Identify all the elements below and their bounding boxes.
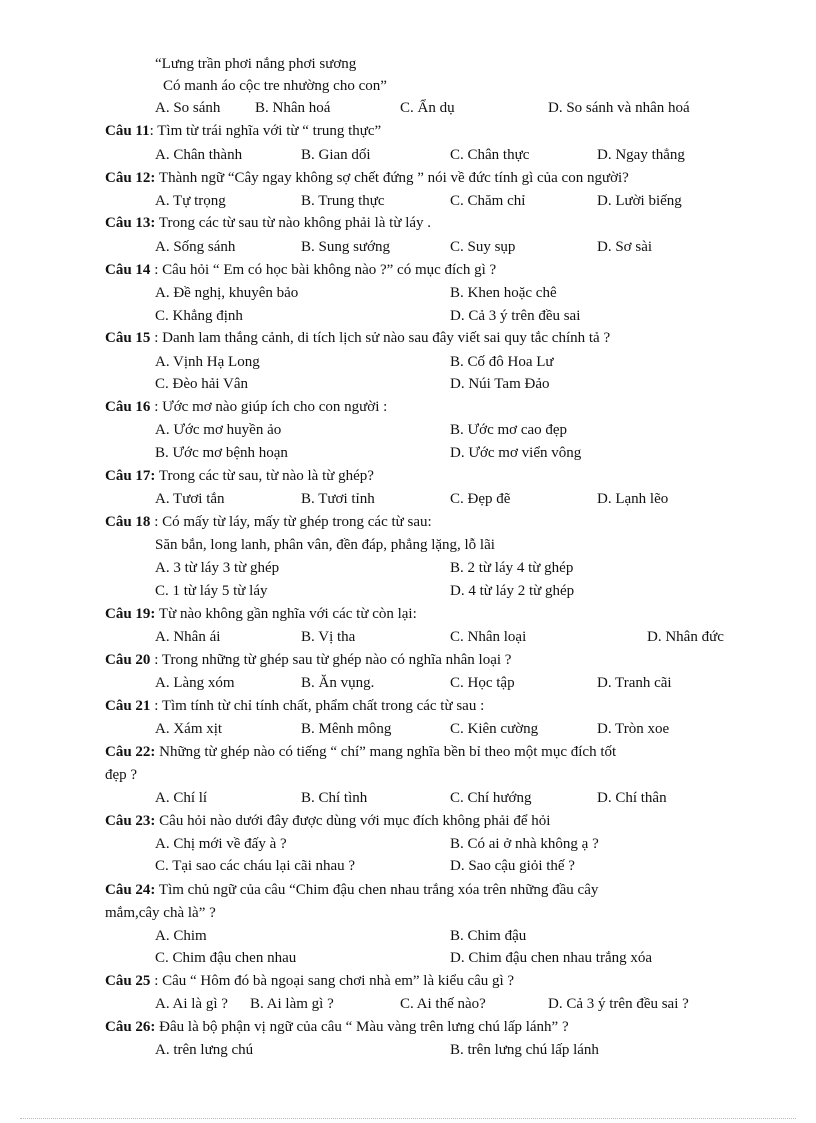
option-b: B. Chim đậu xyxy=(450,928,527,944)
option-a: A. Ước mơ huyền ảo xyxy=(155,422,282,438)
question-text: : Tìm tính từ chỉ tính chất, phẩm chất trong các từ sau : xyxy=(150,698,485,714)
option-c: C. Đèo hải Vân xyxy=(155,376,249,392)
option-a: A. Chị mới về đấy à ? xyxy=(155,836,287,852)
question-text: : Tìm từ trái nghĩa với từ “ trung thực” xyxy=(149,123,382,139)
question-16 xyxy=(105,398,387,416)
option-a: A. Tự trọng xyxy=(155,193,226,209)
option-c: C. Chim đậu chen nhau xyxy=(155,950,297,966)
option-a: A. Xám xịt xyxy=(155,721,223,737)
question-20 xyxy=(105,651,511,669)
option-d: D. Cả 3 ý trên đều sai xyxy=(450,308,581,324)
option-b: B. Vị tha xyxy=(301,629,356,645)
option-a: A. 3 từ láy 3 từ ghép xyxy=(155,560,280,576)
option-a: A. Nhân ái xyxy=(155,629,221,645)
option-a: A. Tươi tắn xyxy=(155,491,225,507)
question-label: Câu 23: xyxy=(105,813,156,829)
option-b: B. Sung sướng xyxy=(301,239,390,255)
question-text: Tìm chủ ngữ của câu “Chim đậu chen nhau trắng xóa trên những đầu cây xyxy=(155,882,599,898)
option-b: B. Nhân hoá xyxy=(255,100,331,116)
option-c: C. Đẹp đẽ xyxy=(450,491,511,507)
question-text: : Danh lam thắng cảnh, di tích lịch sử nào sau đây viết sai quy tắc chính tả ? xyxy=(150,330,611,346)
option-b: B. trên lưng chú lấp lánh xyxy=(450,1042,599,1058)
question-text: Từ nào không gần nghĩa với các từ còn lại: xyxy=(155,606,417,622)
option-c: C. Suy sụp xyxy=(450,239,516,255)
question-12 xyxy=(105,169,629,187)
option-c: C. Ai thế nào? xyxy=(400,996,486,1012)
option-d: D. Núi Tam Đảo xyxy=(450,376,550,392)
question-22 xyxy=(105,743,616,761)
question-11 xyxy=(105,122,381,140)
option-d: D. Lười biếng xyxy=(597,193,682,209)
option-a: A. Chim xyxy=(155,928,207,944)
question-label: Câu 15 xyxy=(105,330,151,346)
option-d: D. Ngay thẳng xyxy=(597,147,685,163)
question-14 xyxy=(105,261,496,279)
option-d: D. Sao cậu giỏi thế ? xyxy=(450,858,575,874)
question-25 xyxy=(105,972,514,990)
option-d: D. Tròn xoe xyxy=(597,721,670,737)
option-d: D. Lạnh lẽo xyxy=(597,491,669,507)
option-c: C. Kiên cường xyxy=(450,721,539,737)
option-c: C. Chân thực xyxy=(450,147,530,163)
option-a: A. Vịnh Hạ Long xyxy=(155,354,260,370)
option-a: A. Làng xóm xyxy=(155,675,235,691)
question-18-words: Săn bắn, long lanh, phân vân, đền đáp, phẳng lặng, lỗ lãi xyxy=(155,537,495,553)
option-b: B. Trung thực xyxy=(301,193,385,209)
question-text: : Câu hỏi “ Em có học bài không nào ?” có mục đích gì ? xyxy=(150,262,497,278)
option-b: B. Chí tình xyxy=(301,790,368,806)
option-b: B. Cố đô Hoa Lư xyxy=(450,354,554,370)
option-d: D. 4 từ láy 2 từ ghép xyxy=(450,583,575,599)
option-c: C. Chí hướng xyxy=(450,790,532,806)
question-text: Câu hỏi nào dưới đây được dùng với mục đích không phải để hỏi xyxy=(155,813,551,829)
question-18 xyxy=(105,513,432,531)
option-c: C. Tại sao các cháu lại cãi nhau ? xyxy=(155,858,356,874)
question-label: Câu 21 xyxy=(105,698,151,714)
question-label: Câu 13: xyxy=(105,215,156,231)
question-15 xyxy=(105,329,610,347)
option-d: D. So sánh và nhân hoá xyxy=(548,100,690,116)
page-bottom-rule xyxy=(20,1118,796,1119)
option-b: B. Ước mơ cao đẹp xyxy=(450,422,568,438)
option-b: B. Ai làm gì ? xyxy=(250,996,334,1012)
question-text: Trong các từ sau từ nào không phải là từ láy . xyxy=(155,215,432,231)
option-c: C. Nhân loại xyxy=(450,629,527,645)
question-text: Trong các từ sau, từ nào là từ ghép? xyxy=(155,468,374,484)
option-a: A. Đề nghị, khuyên bảo xyxy=(155,285,299,301)
question-21 xyxy=(105,697,484,715)
option-a: A. Ai là gì ? xyxy=(155,996,228,1012)
question-text: : Câu “ Hôm đó bà ngoại sang chơi nhà em” là kiểu câu gì ? xyxy=(150,973,515,989)
option-b: B. Gian dối xyxy=(301,147,371,163)
question-label: Câu 20 xyxy=(105,652,151,668)
question-13 xyxy=(105,214,431,232)
option-d: D. Nhân đức xyxy=(647,629,724,645)
question-text: Thành ngữ “Cây ngay không sợ chết đứng ” nói về đức tính gì của con người? xyxy=(155,170,629,186)
question-label: Câu 19: xyxy=(105,606,156,622)
question-17 xyxy=(105,467,374,485)
option-c: C. Chăm chỉ xyxy=(450,193,526,209)
question-label: Câu 25 xyxy=(105,973,151,989)
question-22-continued: đẹp ? xyxy=(105,767,138,783)
option-b: B. Ăn vụng. xyxy=(301,675,375,691)
question-26 xyxy=(105,1018,569,1036)
option-b: B. Mênh mông xyxy=(301,721,392,737)
question-19 xyxy=(105,605,417,623)
option-a: A. Chí lí xyxy=(155,790,208,806)
question-label: Câu 14 xyxy=(105,262,151,278)
option-c: C. 1 từ láy 5 từ láy xyxy=(155,583,268,599)
option-b: B. Tươi tỉnh xyxy=(301,491,375,507)
question-label: Câu 18 xyxy=(105,514,151,530)
question-23 xyxy=(105,812,550,830)
option-a: A. Chân thành xyxy=(155,147,243,163)
option-a: A. Sống sánh xyxy=(155,239,236,255)
option-c: C. Học tập xyxy=(450,675,515,691)
question-label: Câu 12: xyxy=(105,170,156,186)
question-label: Câu 22: xyxy=(105,744,156,760)
option-c: C. Ẩn dụ xyxy=(400,100,455,116)
option-b: B. 2 từ láy 4 từ ghép xyxy=(450,560,574,576)
option-d: D. Ước mơ viển vông xyxy=(450,445,582,461)
option-a: A. trên lưng chú xyxy=(155,1042,254,1058)
question-label: Câu 16 xyxy=(105,399,151,415)
option-d: D. Chim đậu chen nhau trắng xóa xyxy=(450,950,653,966)
option-d: D. Tranh cãi xyxy=(597,675,672,691)
question-24-continued: mắm,cây chà là” ? xyxy=(105,905,216,921)
poem-line-1: “Lưng trần phơi nắng phơi sương xyxy=(155,56,357,72)
option-b: B. Khen hoặc chê xyxy=(450,285,557,301)
option-c: C. Khẳng định xyxy=(155,308,243,324)
question-label: Câu 11 xyxy=(105,123,150,139)
question-text: : Trong những từ ghép sau từ ghép nào có nghĩa nhân loại ? xyxy=(150,652,512,668)
question-text: Những từ ghép nào có tiếng “ chí” mang nghĩa bền bỉ theo một mục đích tốt xyxy=(155,744,617,760)
option-b: B. Có ai ở nhà không ạ ? xyxy=(450,836,599,852)
question-text: : Có mấy từ láy, mấy từ ghép trong các từ sau: xyxy=(150,514,432,530)
option-d: D. Cả 3 ý trên đều sai ? xyxy=(548,996,689,1012)
question-label: Câu 26: xyxy=(105,1019,156,1035)
option-d: D. Chí thân xyxy=(597,790,667,806)
question-text: : Ước mơ nào giúp ích cho con người : xyxy=(150,399,388,415)
question-text: Đâu là bộ phận vị ngữ của câu “ Màu vàng trên lưng chú lấp lánh” ? xyxy=(155,1019,569,1035)
option-c: B. Ước mơ bệnh hoạn xyxy=(155,445,288,461)
option-a: A. So sánh xyxy=(155,100,221,116)
question-label: Câu 24: xyxy=(105,882,156,898)
option-d: D. Sơ sài xyxy=(597,239,653,255)
poem-line-2: Có manh áo cộc tre nhường cho con” xyxy=(163,78,387,94)
question-24 xyxy=(105,881,598,899)
question-label: Câu 17: xyxy=(105,468,156,484)
